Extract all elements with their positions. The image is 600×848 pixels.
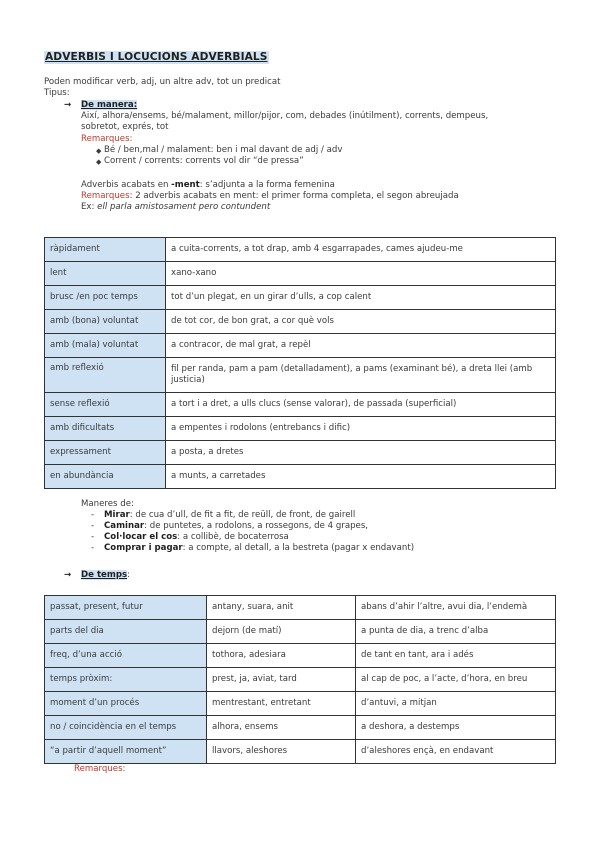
manera-examples-2: sobretot, exprés, tot	[81, 122, 169, 132]
example-line	[81, 202, 270, 213]
row-value-b: d’aleshores ençà, en endavant	[356, 740, 556, 764]
row-label: sense reflexió	[45, 393, 166, 417]
table-row	[45, 668, 556, 692]
arrow-bullet-icon: →	[64, 100, 72, 110]
row-label: amb (bona) voluntat	[45, 310, 166, 334]
table-row	[45, 334, 556, 358]
row-value: de tot cor, de bon grat, a cor què vols	[166, 310, 556, 334]
row-value-a: dejorn (de matí)	[207, 620, 356, 644]
temps-remarks-label: Remarques:	[74, 764, 126, 774]
ment-bold: -ment	[171, 180, 200, 190]
table-row	[45, 620, 556, 644]
row-label: en abundància	[45, 465, 166, 489]
row-label: amb dificultats	[45, 417, 166, 441]
dash-bullet-icon: -	[91, 532, 95, 542]
row-value: tot d’un plegat, en un girar d’ulls, a cop calent	[166, 286, 556, 310]
row-value: a empentes i rodolons (entrebancs i dific)	[166, 417, 556, 441]
table-row	[45, 238, 556, 262]
row-label: ràpidament	[45, 238, 166, 262]
maneres-item-title: Caminar	[104, 521, 145, 531]
row-label: amb (mala) voluntat	[45, 334, 166, 358]
ment-remarks-line	[81, 191, 459, 202]
row-value-a: llavors, aleshores	[207, 740, 356, 764]
manera-examples-1: Així, alhora/ensems, bé/malament, millor/pijor, com, debades (inútilment), corrents, dempeus,	[81, 111, 489, 121]
intro-line: Poden modificar verb, adj, un altre adv, tot un predicat	[44, 77, 281, 87]
remark-item: Corrent / corrents: corrents vol dir “de pressa”	[104, 156, 304, 166]
example-sentence: ell parla amistosament pero contundent	[97, 202, 271, 212]
row-label: passat, present, futur	[45, 596, 207, 620]
row-label: expressament	[45, 441, 166, 465]
row-value-a: alhora, ensems	[207, 716, 356, 740]
row-value: a posta, a dretes	[166, 441, 556, 465]
table-row	[45, 310, 556, 334]
temps-heading: De temps	[81, 570, 128, 580]
row-label: freq, d’una acció	[45, 644, 207, 668]
table-row	[45, 358, 556, 393]
table-row	[45, 465, 556, 489]
maneres-item-text: : de cua d’ull, de fit a fit, de reüll, de front, de gairell	[129, 510, 356, 520]
example-prefix: Ex:	[81, 202, 98, 212]
row-label: no / coincidència en el temps	[45, 716, 207, 740]
remarks-label: Remarques	[81, 191, 130, 201]
page-title: ADVERBIS I LOCUCIONS ADVERBIALS	[45, 51, 268, 63]
maneres-item	[104, 521, 368, 532]
dash-bullet-icon: -	[91, 543, 95, 553]
row-value-b: a deshora, a destemps	[356, 716, 556, 740]
table-row	[45, 441, 556, 465]
row-value: a cuita-corrents, a tot drap, amb 4 esgarrapades, cames ajudeu-me	[166, 238, 556, 262]
table-row	[45, 286, 556, 310]
maneres-item-title: Mirar	[104, 510, 130, 520]
ment-suffix: : s’adjunta a la forma femenina	[199, 180, 335, 190]
table-row	[45, 417, 556, 441]
remarks-label: Remarques:	[81, 134, 133, 144]
row-value: a munts, a carretades	[166, 465, 556, 489]
remarks-text: : 2 adverbis acabats en ment: el primer forma completa, el segon abreujada	[129, 191, 459, 201]
section-heading-temps	[81, 570, 130, 581]
section-heading-manera	[81, 100, 137, 111]
maneres-item-text: : a collibè, de bocaterrosa	[177, 532, 289, 542]
row-label: moment d’un procés	[45, 692, 207, 716]
intro-tipus: Tipus:	[44, 88, 70, 98]
ment-prefix: Adverbis acabats en	[81, 180, 172, 190]
row-value-b: al cap de poc, a l’acte, d’hora, en breu	[356, 668, 556, 692]
row-value: xano-xano	[166, 262, 556, 286]
row-value: a contracor, de mal grat, a repèl	[166, 334, 556, 358]
row-value-a: tothora, adesiara	[207, 644, 356, 668]
maneres-item	[104, 532, 289, 543]
diamond-bullet-icon: ◆	[96, 147, 102, 155]
row-value-b: abans d’ahir l’altre, avui dia, l’endemà	[356, 596, 556, 620]
row-value: fil per randa, pam a pam (detalladament), a pams (examinant bé), a dreta llei (amb justicia)	[166, 358, 556, 393]
arrow-bullet-icon: →	[64, 570, 72, 580]
manera-table	[44, 237, 556, 489]
table-row	[45, 716, 556, 740]
row-label: lent	[45, 262, 166, 286]
row-value: a tort i a dret, a ulls clucs (sense valorar), de passada (superficial)	[166, 393, 556, 417]
temps-table	[44, 595, 556, 764]
table-row	[45, 596, 556, 620]
table-row	[45, 393, 556, 417]
row-value-a: antany, suara, anit	[207, 596, 356, 620]
row-value-b: de tant en tant, ara i adés	[356, 644, 556, 668]
table-row	[45, 740, 556, 764]
row-label: “a partir d’aquell moment”	[45, 740, 207, 764]
diamond-bullet-icon: ◆	[96, 158, 102, 166]
row-value-a: prest, ja, aviat, tard	[207, 668, 356, 692]
ment-line	[81, 180, 335, 191]
manera-heading: De manera:	[81, 100, 138, 110]
row-value-b: d’antuvi, a mitjan	[356, 692, 556, 716]
maneres-item-title: Col·locar el cos	[104, 532, 178, 542]
row-label: temps pròxim:	[45, 668, 207, 692]
maneres-label: Maneres de:	[81, 499, 134, 509]
row-label: brusc /en poc temps	[45, 286, 166, 310]
row-label: parts del dia	[45, 620, 207, 644]
maneres-item-text: : a compte, al detall, a la bestreta (pagar x endavant)	[182, 543, 415, 553]
maneres-item	[104, 510, 355, 521]
maneres-item-title: Comprar i pagar	[104, 543, 183, 553]
heading-colon: :	[127, 570, 131, 580]
maneres-item-text: : de puntetes, a rodolons, a rossegons, de 4 grapes,	[144, 521, 369, 531]
maneres-item	[104, 543, 414, 554]
row-value-b: a punta de dia, a trenc d’alba	[356, 620, 556, 644]
dash-bullet-icon: -	[91, 521, 95, 531]
dash-bullet-icon: -	[91, 510, 95, 520]
row-label: amb reflexió	[45, 358, 166, 393]
remark-item: Bé / ben,mal / malament: ben i mal davant de adj / adv	[104, 145, 343, 155]
table-row	[45, 262, 556, 286]
row-value-a: mentrestant, entretant	[207, 692, 356, 716]
table-row	[45, 692, 556, 716]
table-row	[45, 644, 556, 668]
